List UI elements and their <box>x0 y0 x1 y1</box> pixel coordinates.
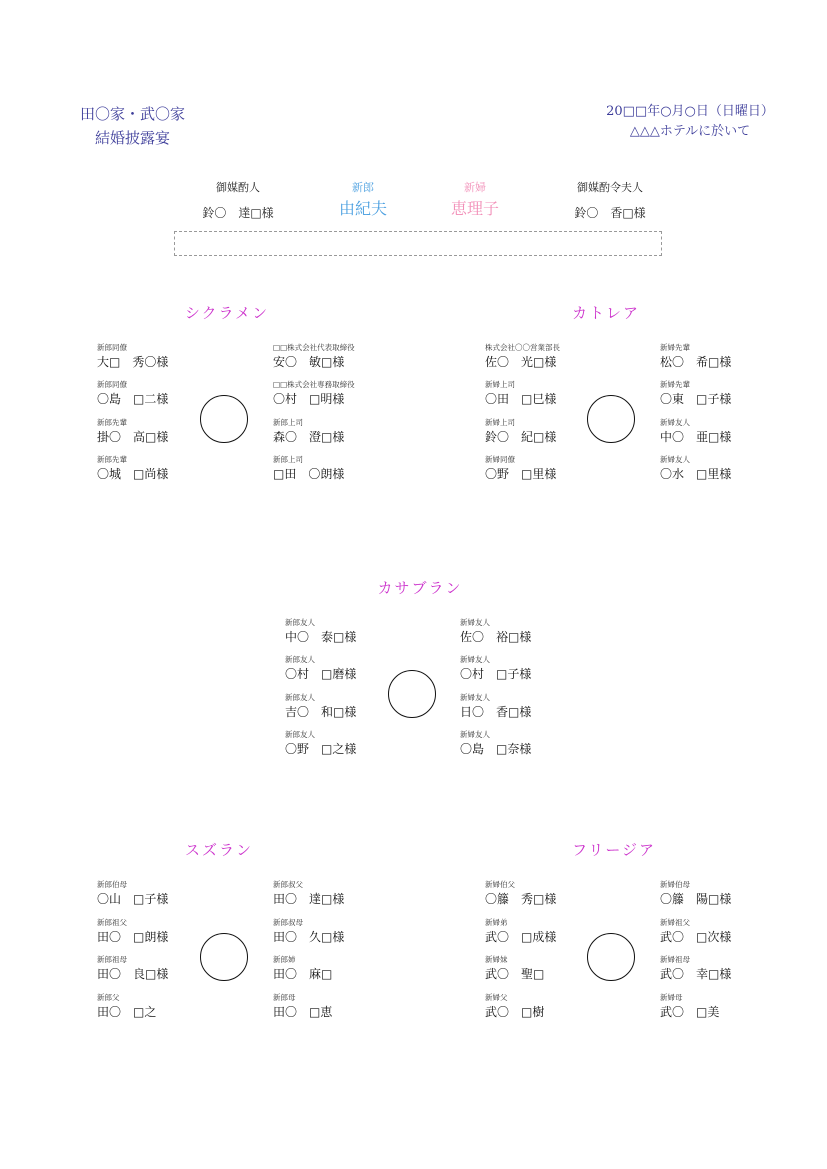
guest-role: □□株式会社専務取締役 <box>273 380 355 389</box>
guest-name: 鈴〇 紀□様 <box>485 430 557 444</box>
guest-name: 武〇 □樹 <box>485 1005 545 1019</box>
guest-seat <box>460 693 630 720</box>
guest-seat <box>485 955 655 982</box>
guest-seat <box>97 880 267 907</box>
event-date: 20□□年○月○日（日曜日） <box>606 104 774 119</box>
guest-seat <box>485 343 655 370</box>
guest-seat <box>660 955 827 982</box>
guest-role: 新婦友人 <box>460 618 490 627</box>
guest-role: 新郎叔母 <box>273 918 303 927</box>
guest-seat <box>660 880 827 907</box>
guest-seat <box>273 380 443 407</box>
guest-seat <box>97 380 267 407</box>
guest-seat <box>273 993 443 1020</box>
guest-name: 〇城 □尚様 <box>97 467 169 481</box>
event-info <box>575 102 805 142</box>
guest-name: 〇村 □明様 <box>273 392 345 406</box>
guest-role: 新婦友人 <box>460 730 490 739</box>
guest-name: 中〇 泰□様 <box>285 630 357 644</box>
guest-seat <box>97 418 267 445</box>
guest-name: 〇野 □里様 <box>485 467 557 481</box>
guest-seat <box>485 418 655 445</box>
guest-role: 新婦先輩 <box>660 343 690 352</box>
guest-seat <box>273 955 443 982</box>
guest-name: 武〇 □次様 <box>660 930 732 944</box>
bride-name: 恵理子 <box>450 199 499 218</box>
guest-name: 〇水 □里様 <box>660 467 732 481</box>
guest-seat <box>485 880 655 907</box>
guest-seat <box>485 380 655 407</box>
guest-name: 〇田 □巳様 <box>485 392 557 406</box>
guest-seat <box>97 993 267 1020</box>
guest-name: 大□ 秀〇様 <box>97 355 169 369</box>
guest-name: □田 〇朗様 <box>273 467 345 481</box>
guest-role: 新婦弟 <box>485 918 508 927</box>
guest-role: 新郎祖父 <box>97 918 127 927</box>
guest-role: 新郎父 <box>97 993 120 1002</box>
guest-seat <box>660 918 827 945</box>
guest-seat <box>97 455 267 482</box>
guest-name: 田〇 久□様 <box>273 930 345 944</box>
guest-role: 新郎友人 <box>285 730 315 739</box>
guest-name: 田〇 □恵 <box>273 1005 333 1019</box>
guest-name: 〇籐 秀□様 <box>485 892 557 906</box>
bride-seat <box>400 181 550 217</box>
guest-seat <box>460 655 630 682</box>
guest-seat <box>273 455 443 482</box>
guest-role: 新婦友人 <box>460 693 490 702</box>
guest-role: 新婦先輩 <box>660 380 690 389</box>
table-name: カサブラン <box>377 579 463 597</box>
guest-role: 新婦伯父 <box>485 880 515 889</box>
guest-role: 新郎先輩 <box>97 455 127 464</box>
guest-name: 〇山 □子様 <box>97 892 169 906</box>
guest-role: 新婦友人 <box>460 655 490 664</box>
guest-seat <box>97 343 267 370</box>
guest-seat <box>285 618 455 645</box>
go-between-wife-seat <box>535 181 685 221</box>
guest-seat <box>285 730 455 757</box>
guest-name: 武〇 □美 <box>660 1005 720 1019</box>
families-heading <box>60 102 205 150</box>
table-name: フリージア <box>571 841 657 859</box>
guest-role: 新婦上司 <box>485 380 515 389</box>
guest-seat <box>285 655 455 682</box>
go-between-wife-name: 鈴〇 香□様 <box>574 206 646 220</box>
guest-name: 武〇 幸□様 <box>660 967 732 981</box>
go-between-role: 御媒酌人 <box>216 181 260 194</box>
guest-seat <box>273 343 443 370</box>
guest-role: 新郎先輩 <box>97 418 127 427</box>
guest-name: 中〇 亜□様 <box>660 430 732 444</box>
guest-name: 田〇 達□様 <box>273 892 345 906</box>
guest-role: 新郎同僚 <box>97 343 127 352</box>
guest-role: 新郎姉 <box>273 955 296 964</box>
guest-seat <box>485 455 655 482</box>
guest-seat <box>485 993 655 1020</box>
guest-role: 新郎伯母 <box>97 880 127 889</box>
guest-role: 新婦同僚 <box>485 455 515 464</box>
guest-seat <box>285 693 455 720</box>
guest-seat <box>273 880 443 907</box>
guest-name: 佐〇 光□様 <box>485 355 557 369</box>
guest-role: 新郎友人 <box>285 618 315 627</box>
guest-seat <box>273 418 443 445</box>
guest-role: 株式会社〇〇営業部長 <box>485 343 560 352</box>
bride-role: 新婦 <box>464 181 486 194</box>
guest-seat <box>460 618 630 645</box>
groom-role: 新郎 <box>352 181 374 194</box>
groom-name: 由紀夫 <box>338 199 387 218</box>
guest-name: 田〇 □之 <box>97 1005 157 1019</box>
guest-name: 安〇 敏□様 <box>273 355 345 369</box>
guest-seat <box>660 993 827 1020</box>
guest-role: 新郎上司 <box>273 455 303 464</box>
guest-seat <box>460 730 630 757</box>
guest-role: 新婦上司 <box>485 418 515 427</box>
guest-name: 吉〇 和□様 <box>285 705 357 719</box>
guest-name: 〇島 □奈様 <box>460 742 532 756</box>
guest-role: 新婦父 <box>485 993 508 1002</box>
go-between-wife-role: 御媒酌令夫人 <box>577 181 643 194</box>
guest-role: □□株式会社代表取締役 <box>273 343 355 352</box>
guest-role: 新郎上司 <box>273 418 303 427</box>
guest-seat <box>97 955 267 982</box>
guest-seat <box>485 918 655 945</box>
guest-seat <box>273 918 443 945</box>
guest-name: 田〇 麻□ <box>273 967 333 981</box>
guest-name: 佐〇 裕□様 <box>460 630 532 644</box>
guest-role: 新郎友人 <box>285 693 315 702</box>
guest-name: 田〇 良□様 <box>97 967 169 981</box>
guest-name: 田〇 □朗様 <box>97 930 169 944</box>
guest-role: 新婦伯母 <box>660 880 690 889</box>
guest-seat <box>97 918 267 945</box>
guest-name: 松〇 希□様 <box>660 355 732 369</box>
guest-role: 新郎友人 <box>285 655 315 664</box>
event-venue: △△△ホテルに於いて <box>629 124 751 139</box>
guest-role: 新婦妹 <box>485 955 508 964</box>
guest-role: 新郎同僚 <box>97 380 127 389</box>
guest-role: 新婦祖母 <box>660 955 690 964</box>
table-name: カトレア <box>571 304 640 322</box>
guest-name: 〇村 □子様 <box>460 667 532 681</box>
guest-role: 新婦祖父 <box>660 918 690 927</box>
guest-role: 新郎母 <box>273 993 296 1002</box>
guest-role: 新婦母 <box>660 993 683 1002</box>
guest-name: 〇村 □磨様 <box>285 667 357 681</box>
guest-seat <box>660 380 827 407</box>
table-name: シクラメン <box>184 304 270 322</box>
guest-name: 日〇 香□様 <box>460 705 532 719</box>
guest-seat <box>660 418 827 445</box>
event-title: 結婚披露宴 <box>94 129 170 147</box>
guest-name: 〇籐 陽□様 <box>660 892 732 906</box>
go-between-name: 鈴〇 達□様 <box>202 206 274 220</box>
guest-seat <box>660 343 827 370</box>
guest-role: 新婦友人 <box>660 455 690 464</box>
guest-name: 武〇 □成様 <box>485 930 557 944</box>
guest-name: 森〇 澄□様 <box>273 430 345 444</box>
guest-role: 新郎祖母 <box>97 955 127 964</box>
guest-name: 掛〇 高□様 <box>97 430 169 444</box>
guest-name: 武〇 聖□ <box>485 967 545 981</box>
families-title: 田〇家・武〇家 <box>79 105 185 123</box>
guest-name: 〇野 □之様 <box>285 742 357 756</box>
guest-role: 新婦友人 <box>660 418 690 427</box>
guest-role: 新郎叔父 <box>273 880 303 889</box>
table-name: スズラン <box>184 841 253 859</box>
guest-name: 〇島 □二様 <box>97 392 169 406</box>
guest-seat <box>660 455 827 482</box>
guest-name: 〇東 □子様 <box>660 392 732 406</box>
main-table-box <box>174 231 662 256</box>
